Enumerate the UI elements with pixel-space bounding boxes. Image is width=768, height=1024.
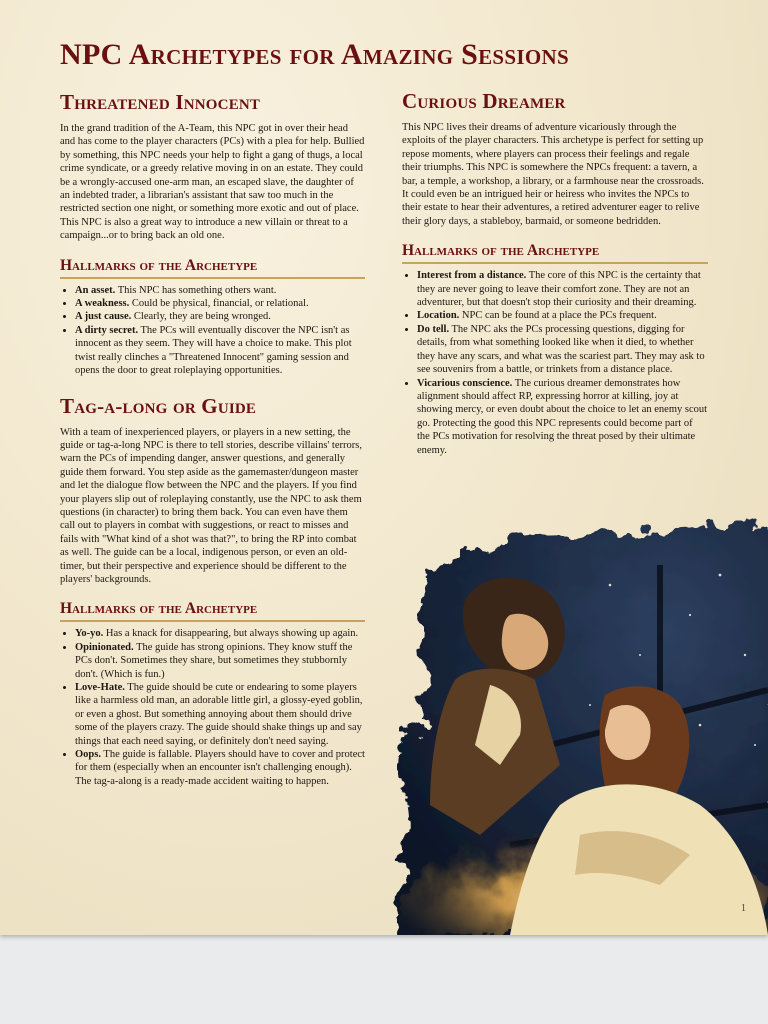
- section-body: In the grand tradition of the A-Team, this NPC got in over their head and has come to the player characters (PCs) with a plea for help. Bullied by something, this NPC needs your help to fight a gang of thugs, a local crime syndicate, or a greedy relative moving in on an estate. They could be a wrongly-accused one-arm man, an escaped slave, the daughter of an indebted trader, a librarian's assistant that saw too much in the restricted section one night, or something more exotic and out of place. This NPC is also a great way to introduce a new villain or threat to a campaign...or to bring back an old one.: [60, 123, 365, 242]
- item-text: The guide has strong opinions. They know stuff the PCs don't. Sometimes they share, but sometimes they stubbornly don't. (Which is fun.): [75, 641, 353, 680]
- item-label: Oops.: [75, 749, 101, 761]
- hallmarks-list: [60, 284, 365, 378]
- list-item: [75, 627, 365, 640]
- item-label: Opinionated.: [75, 641, 134, 653]
- hallmarks-list: [60, 627, 365, 788]
- list-item: [417, 323, 708, 377]
- list-item: [417, 377, 708, 457]
- item-text: Clearly, they are being wronged.: [131, 311, 271, 323]
- hallmarks-heading: Hallmarks of the Archetype: [402, 242, 708, 264]
- hallmarks-heading: Hallmarks of the Archetype: [60, 600, 365, 622]
- item-text: NPC can be found at a place the PCs frequent.: [459, 310, 657, 322]
- list-item: [75, 681, 365, 748]
- item-label: Yo-yo.: [75, 628, 104, 640]
- item-text: The core of this NPC is the certainty that they are never going to leave their comfort zone. They are not an adventurer, but that doesn't stop their curiosity and their dreaming.: [417, 270, 701, 309]
- section-threatened-innocent: [60, 90, 365, 378]
- hallmarks-heading: Hallmarks of the Archetype: [60, 257, 365, 279]
- item-text: The curious dreamer demonstrates how alignment should affect RP, expressing horror at killing, joy at showing mercy, or even doubt about the choice to let an enemy scout go. Protecting the good this NPC represents could become part of the PCs motivation for resolving the threat posed by their ultimate enemy.: [417, 377, 708, 456]
- item-label: Interest from a distance.: [417, 270, 527, 282]
- item-label: Do tell.: [417, 323, 450, 335]
- list-item: [417, 309, 708, 322]
- item-text: Could be physical, financial, or relational.: [129, 298, 309, 310]
- list-item: [75, 641, 365, 681]
- section-heading: Tag-a-long or Guide: [60, 393, 257, 418]
- item-text: Has a knack for disappearing, but always showing up again.: [103, 628, 359, 640]
- page-title: NPC Archetypes for Amazing Sessions: [60, 38, 569, 71]
- list-item: [75, 310, 365, 323]
- left-column: [60, 90, 365, 788]
- list-item: [75, 324, 365, 378]
- item-label: A weakness.: [75, 298, 130, 310]
- list-item: [75, 748, 365, 788]
- hallmarks-list: [402, 269, 708, 457]
- item-text: The guide is fallable. Players should have to cover and protect for them (especially when an encounter isn't challenging enough). The tag-a-along is a ready-made accident waiting to happen.: [75, 749, 365, 787]
- section-heading: Threatened Innocent: [60, 90, 261, 114]
- item-label: Love-Hate.: [75, 682, 125, 693]
- right-column: [402, 89, 708, 457]
- section-body: This NPC lives their dreams of adventure vicariously through the exploits of the player characters. This archetype is perfect for setting up repose moments, where players can process their feelings and regale their triumphs. This NPC is somewhere the NPCs frequent: a tavern, a bar, a temple, a workshop, a library, or a farmhouse near the crossroads. It could even be an intrigued heir or heiress who invites the NPCs to their estate to hear their adventures, a retired adventurer eager to relive their glory days, a stableboy, barmaid, or someone bedridden.: [402, 122, 704, 227]
- item-label: A just cause.: [75, 311, 132, 323]
- item-label: An asset.: [75, 284, 116, 296]
- page-number: 1: [741, 903, 746, 914]
- item-text: This NPC has something others want.: [115, 284, 277, 296]
- item-label: A dirty secret.: [75, 324, 139, 336]
- item-text: The NPC aks the PCs processing questions, digging for details, from what something looked like when it died, to whether they have any scars, and what was the scariest part. They may ask to see souvenirs from a battle, or trinkets from a distance place.: [417, 323, 705, 376]
- list-item: [75, 297, 365, 310]
- list-item: [417, 269, 708, 309]
- section-heading: Curious Dreamer: [402, 89, 566, 113]
- section-body: With a team of inexperienced players, or players in a new setting, the guide or tag-a-long NPC is there to tell stories, describe villains' terrors, warn the PCs of impending danger, answer questions, and generally guide them forward. You step aside as the gamemaster/dungeon master and let the dialogue flow between the NPC and the players. If you find your players slip out of roleplaying constantly, use the NPC to ask them questions (in character) to bring them back. You can even have them call out to players in combat with suggestions, or react to misses and fails with "What kind of a shot was that?", to bring the RP into combat as well. The guide can be a local, indigenous person, or even an old-timer, but their perspective and experience should be different to the players' backgrounds.: [60, 426, 362, 585]
- item-label: Location.: [417, 310, 460, 322]
- list-item: [75, 284, 365, 297]
- illustration-young-man-and-woman-at-window: [360, 505, 768, 935]
- section-tag-a-long: [60, 394, 365, 789]
- item-label: Vicarious conscience.: [417, 377, 513, 389]
- section-curious-dreamer: [402, 89, 708, 457]
- item-text: The PCs will eventually discover the NPC isn't as innocent as they seem. They will have a choice to make. This plot twist really clinches a "Threatened Innocent" gaming session and opens the door to great roleplaying opportunities.: [75, 324, 352, 377]
- item-text: The guide should be cute or endearing to some players like a harmless old man, an adorable little girl, a glossy-eyed goblin, or even a ghost. But something annoying about them should drive some of the players crazy. The guide should shake things up and say things that each need saying, or definitely don't need saying.: [75, 682, 363, 747]
